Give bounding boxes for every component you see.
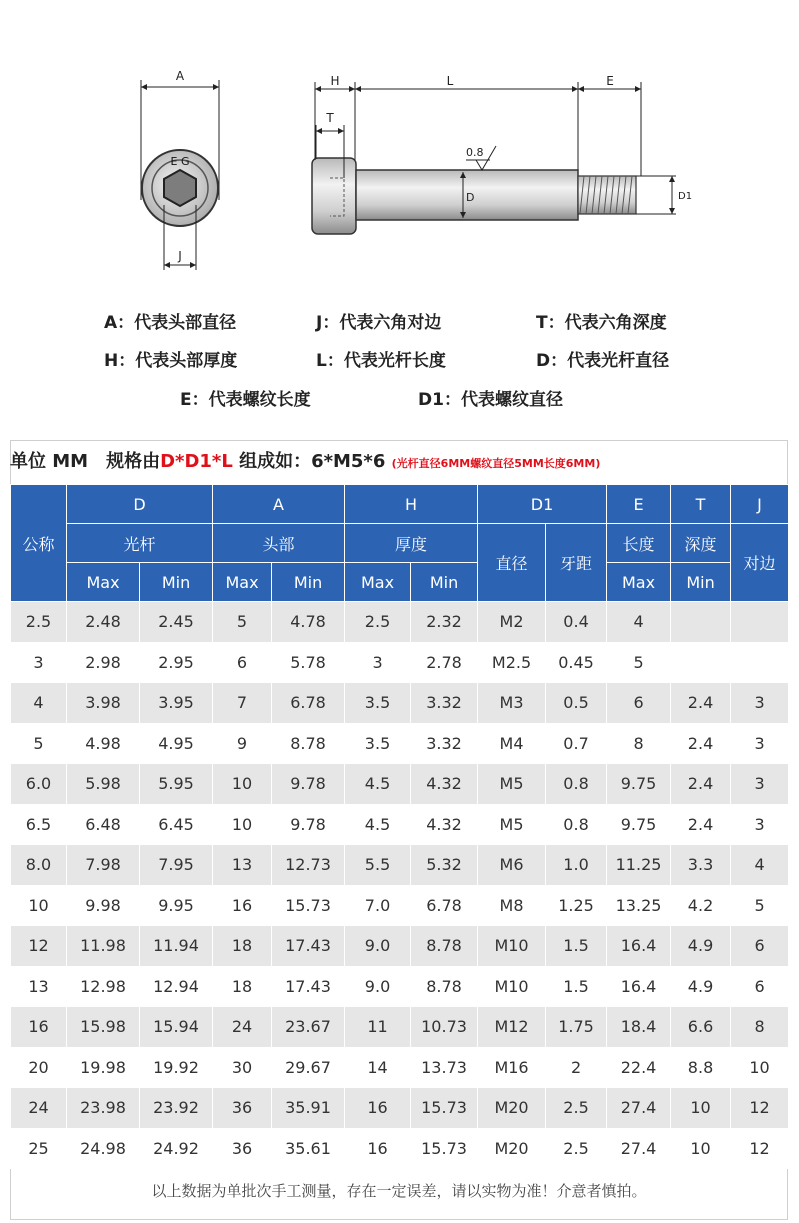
table-cell: 18 (213, 966, 272, 1007)
table-cell: 1.5 (546, 966, 607, 1007)
table-cell: 4.5 (345, 764, 411, 805)
dim-label-e: E (606, 74, 614, 88)
table-cell: 5 (607, 642, 671, 683)
table-cell: 3 (11, 642, 67, 683)
table-cell: 27.4 (607, 1088, 671, 1129)
table-cell: 6 (731, 926, 789, 967)
table-cell: 5.95 (140, 764, 213, 805)
table-cell: 1.5 (546, 926, 607, 967)
table-cell: 18 (213, 926, 272, 967)
header-t: T (671, 485, 731, 524)
table-cell: 2.45 (140, 602, 213, 643)
table-cell: 11.94 (140, 926, 213, 967)
table-cell: 23.67 (272, 1007, 345, 1048)
table-cell: M3 (478, 683, 546, 724)
table-cell: 17.43 (272, 926, 345, 967)
table-cell: 7.98 (67, 845, 140, 886)
table-row (11, 966, 789, 1007)
table-cell: 16 (11, 1007, 67, 1048)
legend-j: J：代表六角对边 (316, 313, 442, 333)
table-cell: 3.3 (671, 845, 731, 886)
table-cell: 2.32 (411, 602, 478, 643)
table-cell: 6.0 (11, 764, 67, 805)
table-cell: 12 (731, 1128, 789, 1169)
table-cell: 8.78 (411, 966, 478, 1007)
table-row (11, 1047, 789, 1088)
table-cell: 9 (213, 723, 272, 764)
header-j-sub: 对边 (731, 524, 789, 602)
header-d1: D1 (478, 485, 607, 524)
table-cell: 4.2 (671, 885, 731, 926)
table-cell: 12.98 (67, 966, 140, 1007)
table-cell: 4 (731, 845, 789, 886)
spec-table-body (11, 602, 789, 1169)
table-cell: 23.98 (67, 1088, 140, 1129)
table-row (11, 926, 789, 967)
header-d-min: Min (140, 563, 213, 602)
table-cell: 4.32 (411, 764, 478, 805)
table-cell: 0.8 (546, 804, 607, 845)
table-cell: 9.75 (607, 764, 671, 805)
table-cell: 6 (213, 642, 272, 683)
table-cell: 30 (213, 1047, 272, 1088)
table-cell: 9.0 (345, 966, 411, 1007)
end-view (141, 69, 219, 270)
header-a-max: Max (213, 563, 272, 602)
table-row (11, 804, 789, 845)
table-cell: 4.5 (345, 804, 411, 845)
header-h: H (345, 485, 478, 524)
table-cell: 17.43 (272, 966, 345, 1007)
table-cell: 3.95 (140, 683, 213, 724)
table-cell: 3 (731, 723, 789, 764)
table-cell: 6 (607, 683, 671, 724)
table-cell: 15.73 (411, 1088, 478, 1129)
table-cell: 3 (731, 683, 789, 724)
table-cell: 2.4 (671, 804, 731, 845)
table-row (11, 1007, 789, 1048)
table-cell: 5 (11, 723, 67, 764)
table-cell: 29.67 (272, 1047, 345, 1088)
table-cell: 8.0 (11, 845, 67, 886)
legend-l: L：代表光杆长度 (316, 351, 446, 371)
table-cell: 9.78 (272, 804, 345, 845)
table-row (11, 642, 789, 683)
header-e-max: Max (607, 563, 671, 602)
table-cell: 9.98 (67, 885, 140, 926)
table-row (11, 845, 789, 886)
table-cell: 2.48 (67, 602, 140, 643)
table-cell: 24 (11, 1088, 67, 1129)
header-h-min: Min (411, 563, 478, 602)
table-cell: 0.45 (546, 642, 607, 683)
table-cell: 2.95 (140, 642, 213, 683)
header-nominal: 公称 (11, 485, 67, 602)
header-t-min: Min (671, 563, 731, 602)
header-d-max: Max (67, 563, 140, 602)
table-cell: 15.73 (272, 885, 345, 926)
table-cell: 16.4 (607, 966, 671, 1007)
header-a: A (213, 485, 345, 524)
table-cell: 25 (11, 1128, 67, 1169)
table-cell: 2.5 (546, 1088, 607, 1129)
table-cell: 35.61 (272, 1128, 345, 1169)
table-cell: 11.98 (67, 926, 140, 967)
dim-label-h: H (330, 74, 340, 88)
table-cell: 3 (345, 642, 411, 683)
table-cell: 4.78 (272, 602, 345, 643)
table-cell (731, 642, 789, 683)
spec-table (10, 484, 789, 1169)
table-cell: 5.32 (411, 845, 478, 886)
table-cell: 5 (731, 885, 789, 926)
table-cell: 4 (607, 602, 671, 643)
table-cell: 2.4 (671, 723, 731, 764)
table-row (11, 764, 789, 805)
table-cell: 0.7 (546, 723, 607, 764)
dim-label-d: D (466, 191, 475, 204)
table-cell: 10 (213, 804, 272, 845)
table-cell: 2.4 (671, 683, 731, 724)
table-cell: 35.91 (272, 1088, 345, 1129)
table-cell: 3 (731, 764, 789, 805)
table-cell: 6.78 (411, 885, 478, 926)
dim-label-d1: D1 (678, 191, 693, 202)
table-cell: M20 (478, 1088, 546, 1129)
table-cell: 2.98 (67, 642, 140, 683)
legend-h: H：代表头部厚度 (104, 351, 238, 371)
table-row (11, 602, 789, 643)
table-cell: 15.94 (140, 1007, 213, 1048)
table-cell: 14 (345, 1047, 411, 1088)
table-cell: 5 (213, 602, 272, 643)
table-cell: 24.98 (67, 1128, 140, 1169)
header-t-sub: 深度 (671, 524, 731, 563)
table-cell: 10 (731, 1047, 789, 1088)
header-e: E (607, 485, 671, 524)
spec-title-prefix: 单位 MM 规格由 (10, 451, 161, 472)
table-cell: 3.32 (411, 723, 478, 764)
table-cell: 0.8 (546, 764, 607, 805)
table-cell: M5 (478, 804, 546, 845)
table-cell (671, 642, 731, 683)
table-cell: 8 (607, 723, 671, 764)
table-cell: 27.4 (607, 1128, 671, 1169)
table-cell: 8.8 (671, 1047, 731, 1088)
table-cell: M20 (478, 1128, 546, 1169)
table-cell: 10 (11, 885, 67, 926)
dim-label-t: T (326, 111, 334, 125)
table-cell: 2.5 (345, 602, 411, 643)
table-cell: 2.4 (671, 764, 731, 805)
table-cell: M6 (478, 845, 546, 886)
table-cell: 1.0 (546, 845, 607, 886)
table-cell (671, 602, 731, 643)
table-cell: 6 (731, 966, 789, 1007)
table-cell: 13.73 (411, 1047, 478, 1088)
legend-a: A：代表头部直径 (104, 313, 237, 333)
table-cell: 4.32 (411, 804, 478, 845)
table-cell: 3.98 (67, 683, 140, 724)
table-cell: 4.9 (671, 926, 731, 967)
table-cell: M2 (478, 602, 546, 643)
table-cell: M8 (478, 885, 546, 926)
footnote: 以上数据为单批次手工测量，存在一定误差，请以实物为准！介意者慎拍。 (151, 1182, 647, 1200)
table-cell: 10 (213, 764, 272, 805)
table-cell: 7.0 (345, 885, 411, 926)
table-cell: M10 (478, 926, 546, 967)
table-row (11, 885, 789, 926)
table-cell: 9.78 (272, 764, 345, 805)
table-cell: 4 (11, 683, 67, 724)
spec-title-formula: D*D1*L (160, 451, 233, 472)
table-cell: M12 (478, 1007, 546, 1048)
table-cell: M10 (478, 966, 546, 1007)
table-cell: 13.25 (607, 885, 671, 926)
table-cell: 7.95 (140, 845, 213, 886)
table-cell: 4.98 (67, 723, 140, 764)
table-cell: 9.0 (345, 926, 411, 967)
table-cell: 3.5 (345, 683, 411, 724)
table-cell: 16 (213, 885, 272, 926)
table-cell: 19.98 (67, 1047, 140, 1088)
table-cell: 3.32 (411, 683, 478, 724)
table-cell: 5.98 (67, 764, 140, 805)
table-cell: 2 (546, 1047, 607, 1088)
table-cell (731, 602, 789, 643)
table-cell: 10 (671, 1088, 731, 1129)
table-cell: 24 (213, 1007, 272, 1048)
dim-label-eg: E G (170, 155, 190, 168)
spec-title (10, 441, 600, 483)
table-cell: 2.78 (411, 642, 478, 683)
legend-e: E：代表螺纹长度 (180, 390, 311, 410)
table-cell: 15.73 (411, 1128, 478, 1169)
table-cell: 6.5 (11, 804, 67, 845)
spec-title-example: 组成如：6*M5*6 (232, 451, 386, 472)
table-cell: 15.98 (67, 1007, 140, 1048)
table-cell: 0.5 (546, 683, 607, 724)
header-e-sub: 长度 (607, 524, 671, 563)
legend-t: T：代表六角深度 (536, 313, 667, 333)
header-a-min: Min (272, 563, 345, 602)
table-cell: 3 (731, 804, 789, 845)
spec-title-note: (光杆直径6MM螺纹直径5MM长度6MM) (391, 457, 601, 470)
header-d1-pitch: 牙距 (546, 524, 607, 602)
table-cell: M5 (478, 764, 546, 805)
table-cell: 5.78 (272, 642, 345, 683)
table-cell: 12.94 (140, 966, 213, 1007)
header-d1-diameter: 直径 (478, 524, 546, 602)
table-cell: 36 (213, 1128, 272, 1169)
table-cell: 5.5 (345, 845, 411, 886)
dimension-drawing (0, 0, 799, 290)
table-cell: 12 (11, 926, 67, 967)
header-h-max: Max (345, 563, 411, 602)
header-d: D (67, 485, 213, 524)
table-cell: 19.92 (140, 1047, 213, 1088)
table-cell: 16 (345, 1088, 411, 1129)
table-cell: 16.4 (607, 926, 671, 967)
side-view (312, 74, 692, 234)
table-cell: M2.5 (478, 642, 546, 683)
table-cell: 1.25 (546, 885, 607, 926)
table-cell: 8 (731, 1007, 789, 1048)
header-j: J (731, 485, 789, 524)
table-cell: 22.4 (607, 1047, 671, 1088)
table-cell: M4 (478, 723, 546, 764)
table-cell: 2.5 (546, 1128, 607, 1169)
table-cell: 9.95 (140, 885, 213, 926)
header-h-sub: 厚度 (345, 524, 478, 563)
legend-d: D：代表光杆直径 (536, 351, 670, 371)
table-row (11, 1128, 789, 1169)
table-cell: 11 (345, 1007, 411, 1048)
table-cell: 3.5 (345, 723, 411, 764)
table-cell: M16 (478, 1047, 546, 1088)
table-cell: 20 (11, 1047, 67, 1088)
table-cell: 4.9 (671, 966, 731, 1007)
table-cell: 36 (213, 1088, 272, 1129)
table-cell: 10 (671, 1128, 731, 1169)
table-cell: 10.73 (411, 1007, 478, 1048)
table-cell: 6.6 (671, 1007, 731, 1048)
table-cell: 24.92 (140, 1128, 213, 1169)
table-cell: 12 (731, 1088, 789, 1129)
table-row (11, 683, 789, 724)
legend-d1: D1：代表螺纹直径 (418, 390, 563, 410)
table-cell: 8.78 (272, 723, 345, 764)
table-cell: 7 (213, 683, 272, 724)
table-cell: 8.78 (411, 926, 478, 967)
table-cell: 23.92 (140, 1088, 213, 1129)
dim-label-a: A (175, 69, 185, 83)
table-cell: 4.95 (140, 723, 213, 764)
table-cell: 1.75 (546, 1007, 607, 1048)
dim-label-l: L (446, 74, 454, 88)
header-a-sub: 头部 (213, 524, 345, 563)
table-cell: 0.4 (546, 602, 607, 643)
dim-label-j: J (178, 249, 182, 263)
table-row (11, 723, 789, 764)
table-cell: 16 (345, 1128, 411, 1169)
table-cell: 12.73 (272, 845, 345, 886)
table-cell: 6.78 (272, 683, 345, 724)
table-cell: 9.75 (607, 804, 671, 845)
roughness-label: 0.8 (466, 146, 484, 159)
table-cell: 18.4 (607, 1007, 671, 1048)
header-d-sub: 光杆 (67, 524, 213, 563)
table-row (11, 1088, 789, 1129)
table-cell: 6.48 (67, 804, 140, 845)
table-cell: 11.25 (607, 845, 671, 886)
table-cell: 6.45 (140, 804, 213, 845)
table-cell: 13 (11, 966, 67, 1007)
table-cell: 13 (213, 845, 272, 886)
table-cell: 2.5 (11, 602, 67, 643)
